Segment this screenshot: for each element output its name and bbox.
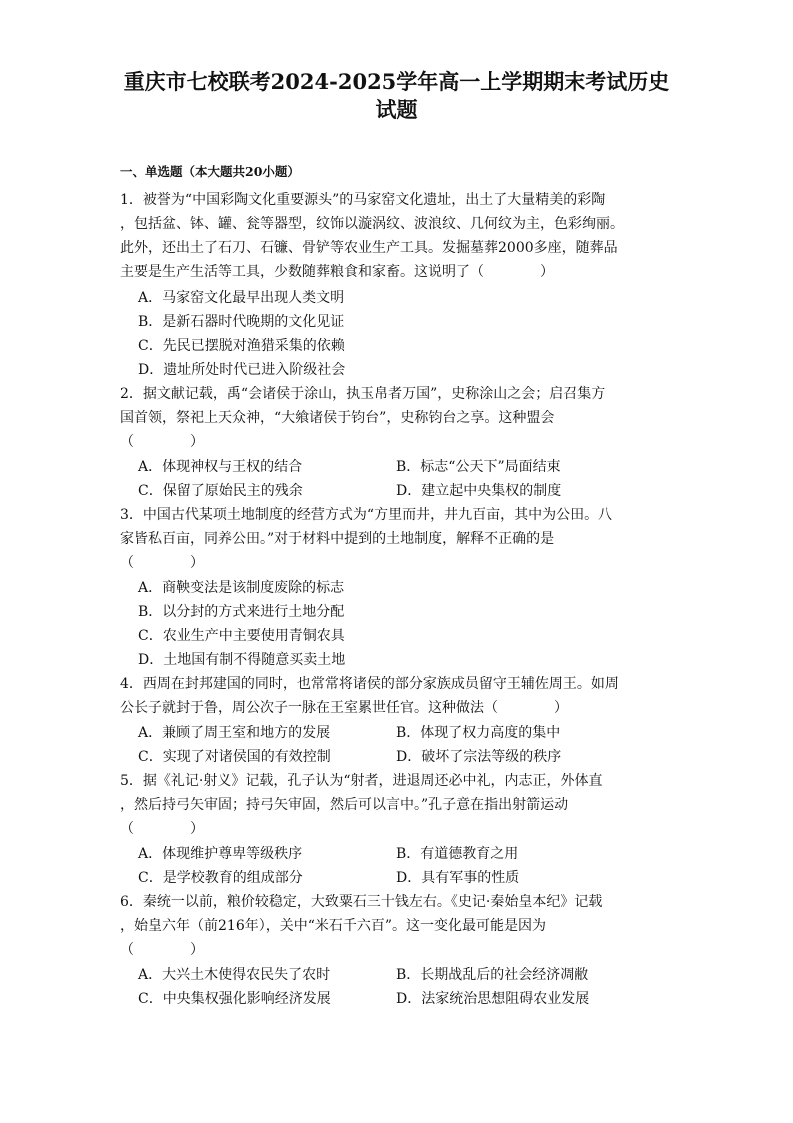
question-1-option-a: A．马家窑文化最早出现人类文明 [138,290,345,306]
question-4-option-d: D．破坏了宗法等级的秩序 [396,749,562,765]
question-1-line-3: 此外，还出土了石刀、石镰、骨铲等农业生产工具。发掘墓葬2000多座，随葬品 [120,240,618,256]
question-5-option-b: B．有道德教育之用 [396,846,519,862]
question-1-option-c: C．先民已摆脱对渔猎采集的依赖 [138,338,345,354]
question-3-option-b: B．以分封的方式来进行土地分配 [138,604,345,620]
section-heading: 一、单选题（本大题共20小题） [120,164,300,179]
question-6-line-1: 6．秦统一以前，粮价较稳定，大致粟石三十钱左右。《史记·秦始皇本纪》记载 [120,894,603,910]
question-5-line-3: （ ） [120,821,204,837]
question-4-option-b: B．体现了权力高度的集中 [396,725,561,741]
question-2-line-2: 国首领，祭祀上天众神，“大飨诸侯于钧台”，史称钧台之享。这种盟会 [120,410,555,426]
question-6-option-c: C．中央集权强化影响经济发展 [138,991,331,1007]
page-title-line-2: 试题 [375,97,418,122]
question-1-line-2: ，包括盆、钵、罐、瓮等器型，纹饰以漩涡纹、波浪纹、几何纹为主，色彩绚丽。 [120,216,624,232]
question-2-line-3: （ ） [120,434,204,450]
question-1-line-1: 1．被誉为“中国彩陶文化重要源头”的马家窑文化遗址，出土了大量精美的彩陶 [120,192,606,208]
question-1-option-b: B．是新石器时代晚期的文化见证 [138,314,345,330]
question-6-option-a: A．大兴土木使得农民失了农时 [138,967,331,983]
question-6-option-b: B．长期战乱后的社会经济凋敝 [396,967,589,983]
question-1-option-d: D．遗址所处时代已进入阶级社会 [138,362,346,378]
question-2-option-b: B．标志“公天下”局面结束 [396,459,561,475]
question-5-line-1: 5．据《礼记·射义》记载，孔子认为“射者，进退周还必中礼，内志正，外体直 [120,773,603,789]
question-4-line-2: 公长子就封于鲁，周公次子一脉在王室累世任官。这种做法（ ） [120,700,568,716]
question-3-option-a: A．商鞅变法是该制度废除的标志 [138,580,345,596]
question-1-line-4: 主要是生产生活等工具，少数随葬粮食和家畜。这说明了（ ） [120,264,554,280]
question-3-option-d: D．土地国有制不得随意买卖土地 [138,652,346,668]
question-3-line-2: 家皆私百亩，同养公田。”对于材料中提到的土地制度，解释不正确的是 [120,531,555,547]
page-title-line-1: 重庆市七校联考2024-2025学年高一上学期期末考试历史 [123,69,670,94]
question-4-line-1: 4．西周在封邦建国的同时，也常常将诸侯的部分家族成员留守王辅佐周王。如周 [120,676,619,692]
question-4-option-a: A．兼顾了周王室和地方的发展 [138,725,331,741]
question-2-option-a: A．体现神权与王权的结合 [138,459,303,475]
question-5-option-c: C．是学校教育的组成部分 [138,870,303,886]
question-6-option-d: D．法家统治思想阻碍农业发展 [396,991,590,1007]
question-5-line-2: ，然后持弓矢审固；持弓矢审固，然后可以言中。”孔子意在指出射箭运动 [120,797,569,813]
question-2-option-c: C．保留了原始民主的残余 [138,483,303,499]
question-6-line-2: ，始皇六年（前216年），关中“米石千六百”。这一变化最可能是因为 [120,918,547,934]
question-2-option-d: D．建立起中央集权的制度 [396,483,562,499]
question-6-line-3: （ ） [120,942,204,958]
question-4-option-c: C．实现了对诸侯国的有效控制 [138,749,331,765]
question-3-line-1: 3．中国古代某项土地制度的经营方式为“方里而井，井九百亩，其中为公田。八 [120,507,613,523]
question-2-line-1: 2．据文献记载，禹“会诸侯于涂山，执玉帛者万国”，史称涂山之会；启召集方 [120,386,606,402]
question-3-option-c: C．农业生产中主要使用青铜农具 [138,628,345,644]
question-5-option-a: A．体现维护尊卑等级秩序 [138,846,303,862]
question-5-option-d: D．具有军事的性质 [396,870,520,886]
question-3-line-3: （ ） [120,555,204,571]
